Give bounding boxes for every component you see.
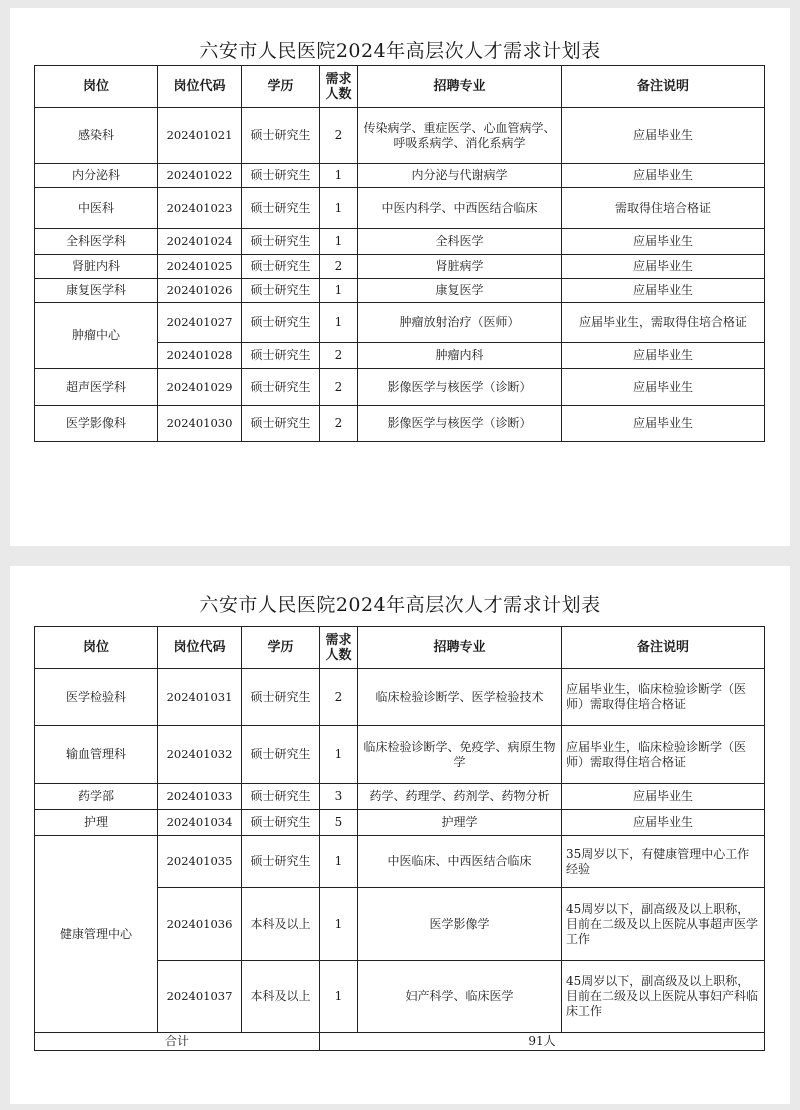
table-header-row [35,627,765,669]
cell-post: 肿瘤中心 [35,303,158,369]
table-row [35,255,765,279]
cell-major: 影像医学与核医学（诊断） [358,369,562,406]
cell-edu: 硕士研究生 [242,810,320,836]
page-title: 六安市人民医院2024年高层次人才需求计划表 [199,40,601,62]
cell-code: 202401021 [158,108,242,164]
cell-major: 中医临床、中西医结合临床 [358,836,562,888]
cell-code: 202401025 [158,255,242,279]
table-row [35,726,765,784]
cell-major: 中医内科学、中西医结合临床 [358,188,562,229]
table-row [35,836,765,888]
cell-edu: 硕士研究生 [242,784,320,810]
cell-code: 202401024 [158,229,242,255]
cell-major: 肿瘤放射治疗（医师） [358,303,562,343]
cell-note: 45周岁以下，副高级及以上职称，目前在二级及以上医院从事妇产科临床工作 [562,961,765,1033]
cell-edu: 硕士研究生 [242,255,320,279]
cell-edu: 硕士研究生 [242,836,320,888]
cell-edu: 硕士研究生 [242,343,320,369]
page-title: 六安市人民医院2024年高层次人才需求计划表 [199,594,601,616]
header-major: 招聘专业 [358,627,562,669]
cell-major: 医学影像学 [358,888,562,961]
cell-note: 应届毕业生 [562,343,765,369]
cell-note: 45周岁以下，副高级及以上职称，目前在二级及以上医院从事超声医学工作 [562,888,765,961]
cell-edu: 硕士研究生 [242,406,320,442]
cell-edu: 硕士研究生 [242,279,320,303]
cell-note: 应届毕业生 [562,229,765,255]
cell-code: 202401037 [158,961,242,1033]
cell-post: 输血管理科 [35,726,158,784]
cell-note: 应届毕业生，临床检验诊断学（医师）需取得住培合格证 [562,726,765,784]
recruitment-table [34,65,765,442]
cell-num: 1 [320,303,358,343]
cell-num: 1 [320,961,358,1033]
cell-note: 应届毕业生，临床检验诊断学（医师）需取得住培合格证 [562,669,765,726]
cell-edu: 本科及以上 [242,888,320,961]
table-header-row [35,66,765,108]
cell-post: 医学检验科 [35,669,158,726]
cell-code: 202401031 [158,669,242,726]
cell-code: 202401022 [158,164,242,188]
table-row [35,303,765,343]
cell-num: 2 [320,369,358,406]
cell-code: 202401035 [158,836,242,888]
header-code: 岗位代码 [158,66,242,108]
cell-note: 应届毕业生 [562,369,765,406]
cell-post: 医学影像科 [35,406,158,442]
total-label: 合计 [35,1033,320,1051]
cell-code: 202401028 [158,343,242,369]
cell-num: 2 [320,343,358,369]
cell-note: 应届毕业生 [562,784,765,810]
cell-major: 全科医学 [358,229,562,255]
header-note: 备注说明 [562,627,765,669]
cell-note: 应届毕业生，需取得住培合格证 [562,303,765,343]
cell-major: 影像医学与核医学（诊断） [358,406,562,442]
cell-edu: 硕士研究生 [242,369,320,406]
cell-num: 3 [320,784,358,810]
cell-major: 传染病学、重症医学、心血管病学、呼吸系病学、消化系病学 [358,108,562,164]
cell-edu: 硕士研究生 [242,108,320,164]
cell-note: 需取得住培合格证 [562,188,765,229]
table-row [35,406,765,442]
cell-major: 康复医学 [358,279,562,303]
cell-num: 1 [320,279,358,303]
cell-major: 肿瘤内科 [358,343,562,369]
cell-edu: 硕士研究生 [242,669,320,726]
cell-num: 1 [320,164,358,188]
header-code: 岗位代码 [158,627,242,669]
cell-note: 应届毕业生 [562,810,765,836]
header-edu: 学历 [242,66,320,108]
cell-post: 中医科 [35,188,158,229]
table-row [35,669,765,726]
cell-note: 应届毕业生 [562,406,765,442]
cell-num: 2 [320,669,358,726]
cell-num: 5 [320,810,358,836]
header-major: 招聘专业 [358,66,562,108]
cell-major: 临床检验诊断学、免疫学、病原生物学 [358,726,562,784]
page-2 [10,566,790,1104]
cell-num: 1 [320,836,358,888]
cell-post: 康复医学科 [35,279,158,303]
cell-edu: 硕士研究生 [242,188,320,229]
cell-code: 202401036 [158,888,242,961]
table-row [35,810,765,836]
cell-note: 应届毕业生 [562,279,765,303]
cell-major: 护理学 [358,810,562,836]
cell-post: 内分泌科 [35,164,158,188]
cell-edu: 硕士研究生 [242,164,320,188]
total-value: 91人 [320,1033,765,1051]
cell-note: 35周岁以下，有健康管理中心工作经验 [562,836,765,888]
table-row [35,369,765,406]
cell-note: 应届毕业生 [562,164,765,188]
cell-code: 202401033 [158,784,242,810]
cell-num: 2 [320,108,358,164]
cell-code: 202401026 [158,279,242,303]
cell-post: 全科医学科 [35,229,158,255]
cell-major: 肾脏病学 [358,255,562,279]
header-edu: 学历 [242,627,320,669]
cell-note: 应届毕业生 [562,108,765,164]
cell-edu: 硕士研究生 [242,726,320,784]
cell-edu: 硕士研究生 [242,229,320,255]
cell-post: 护理 [35,810,158,836]
header-num: 需求人数 [320,66,358,108]
cell-post: 健康管理中心 [35,836,158,1033]
recruitment-table [34,626,765,1051]
header-post: 岗位 [35,627,158,669]
table-row [35,108,765,164]
header-note: 备注说明 [562,66,765,108]
cell-note: 应届毕业生 [562,255,765,279]
table-row [35,164,765,188]
cell-num: 1 [320,888,358,961]
cell-major: 药学、药理学、药剂学、药物分析 [358,784,562,810]
cell-num: 2 [320,255,358,279]
cell-code: 202401034 [158,810,242,836]
table-row [35,229,765,255]
cell-code: 202401029 [158,369,242,406]
cell-major: 内分泌与代谢病学 [358,164,562,188]
table-row [35,188,765,229]
header-num: 需求人数 [320,627,358,669]
table-total-row [35,1033,765,1051]
cell-edu: 硕士研究生 [242,303,320,343]
cell-code: 202401032 [158,726,242,784]
cell-code: 202401030 [158,406,242,442]
cell-major: 临床检验诊断学、医学检验技术 [358,669,562,726]
cell-major: 妇产科学、临床医学 [358,961,562,1033]
cell-post: 肾脏内科 [35,255,158,279]
page-1 [10,8,790,546]
cell-code: 202401027 [158,303,242,343]
table-row [35,279,765,303]
cell-post: 感染科 [35,108,158,164]
header-post: 岗位 [35,66,158,108]
cell-post: 超声医学科 [35,369,158,406]
cell-post: 药学部 [35,784,158,810]
cell-edu: 本科及以上 [242,961,320,1033]
cell-num: 1 [320,229,358,255]
table-row [35,784,765,810]
cell-num: 2 [320,406,358,442]
cell-num: 1 [320,726,358,784]
cell-num: 1 [320,188,358,229]
cell-code: 202401023 [158,188,242,229]
